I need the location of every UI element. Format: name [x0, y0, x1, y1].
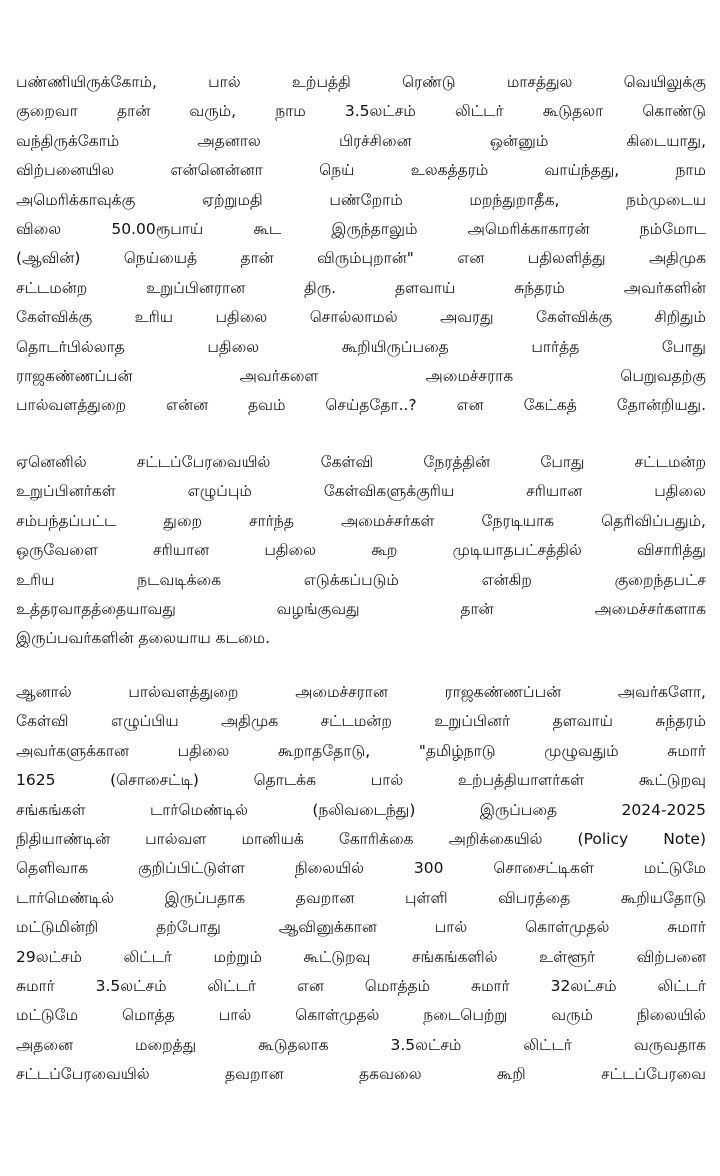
text-line: பால்வளத்துறை என்ன தவம் செய்ததோ..? என கேட்கத் தோன்றியது.: [16, 396, 706, 415]
text-line: 1625 (சொசைட்டி) தொடக்க பால் உற்பத்தியாளர்கள் கூட்டுறவு: [16, 771, 706, 790]
text-line: தெளிவாக குறிப்பிட்டுள்ள நிலையில் 300 சொசைட்டிகள் மட்டுமே: [16, 859, 706, 878]
text-line: இருப்பவர்களின் தலையாய கடமை.: [16, 629, 271, 648]
text-line: நிதியாண்டின் பால்வள மானியக் கோரிக்கை அறிக்கையில் (Policy Note): [16, 829, 706, 848]
text-line: கேள்வி எழுப்பிய அதிமுக சட்டமன்ற உறுப்பினர் தளவாய் சுந்தரம்: [16, 712, 706, 731]
text-line: கேள்விக்கு உரிய பதிலை சொல்லாமல் அவரது கேள்விக்கு சிறிதும்: [16, 308, 706, 327]
text-line: அவர்களுக்கான பதிலை கூறாததோடு, "தமிழ்நாடு முழுவதும் சுமார்: [16, 741, 706, 760]
paragraph-3: [16, 678, 706, 1089]
text-line: சம்பந்தப்பட்ட துறை சார்ந்த அமைச்சர்கள் நேரடியாக தெரிவிப்பதும்,: [16, 511, 706, 530]
text-line: அமெரிக்காவுக்கு ஏற்றுமதி பண்றோம் மறந்துறாதீக, நம்முடைய: [16, 190, 706, 209]
text-line: ராஜகண்ணப்பன் அவர்களை அமைச்சராக பெறுவதற்கு: [16, 366, 706, 385]
text-line: உத்தரவாதத்தையாவது வழங்குவது தான் அமைச்சர்களாக: [16, 599, 706, 618]
text-line: மட்டுமின்றி தற்போது ஆவினுக்கான பால் கொள்முதல் சுமார்: [16, 918, 706, 937]
text-line: வந்திருக்கோம் அதனால பிரச்சினை ஒன்னும் கிடையாது,: [16, 131, 706, 150]
text-line: சங்கங்கள் டார்மெண்டில் (நலிவடைந்து) இருப்பதை 2024-2025: [16, 800, 706, 819]
paragraph-2: [16, 448, 706, 654]
text-line: 29லட்சம் லிட்டர் மற்றும் கூட்டுறவு சங்கங்களில் உள்ளூர் விற்பனை: [16, 947, 706, 966]
text-line: உறுப்பினர்கள் எழுப்பும் கேள்விகளுக்குரிய சரியான பதிலை: [16, 482, 706, 501]
text-line: விலை 50.00ரூபாய் கூட இருந்தாலும் அமெரிக்காகாரன் நம்மோட: [16, 219, 706, 238]
text-line: டார்மெண்டில் இருப்பதாக தவறான புள்ளி விபரத்தை கூறியதோடு: [16, 888, 706, 907]
paragraph-1: [16, 68, 706, 421]
text-line: பண்ணியிருக்கோம், பால் உற்பத்தி ரெண்டு மாசத்துல வெயிலுக்கு: [16, 73, 706, 91]
text-line: மட்டுமே மொத்த பால் கொள்முதல் நடைபெற்று வரும் நிலையில்: [16, 1006, 706, 1025]
text-line: அதனை மறைத்து கூடுதலாக 3.5லட்சம் லிட்டர் வருவதாக: [16, 1035, 706, 1054]
text-line: ஒருவேளை சரியான பதிலை கூற முடியாதபட்சத்தில் விசாரித்து: [16, 541, 706, 560]
text-line: தொடர்பில்லாத பதிலை கூறியிருப்பதை பார்த்த போது: [16, 337, 706, 356]
text-line: குறைவா தான் வரும், நாம 3.5லட்சம் லிட்டர் கூடுதலா கொண்டு: [16, 102, 706, 121]
text-line: விற்பனையில என்னென்னா நெய் உலகத்தரம் வாய்ந்தது, நாம: [16, 161, 706, 180]
text-line: (ஆவின்) நெய்யைத் தான் விரும்புறான்" என பதிலளித்து அதிமுக: [16, 249, 706, 268]
text-line: சுமார் 3.5லட்சம் லிட்டர் என மொத்தம் சுமார் 32லட்சம் லிட்டர்: [16, 976, 706, 995]
text-line: சட்டப்பேரவையில் தவறான தகவலை கூறி சட்டப்பேரவை: [16, 1065, 706, 1084]
text-line: சட்டமன்ற உறுப்பினரான திரு. தளவாய் சுந்தரம் அவர்களின்: [16, 278, 706, 297]
text-line: ஏனெனில் சட்டப்பேரவையில் கேள்வி நேரத்தின் போது சட்டமன்ற: [16, 453, 706, 471]
text-line: ஆனால் பால்வளத்துறை அமைச்சரான ராஜகண்ணப்பன் அவர்களோ,: [16, 683, 706, 701]
text-line: உரிய நடவடிக்கை எடுக்கப்படும் என்கிற குறைந்தபட்ச: [16, 570, 706, 589]
